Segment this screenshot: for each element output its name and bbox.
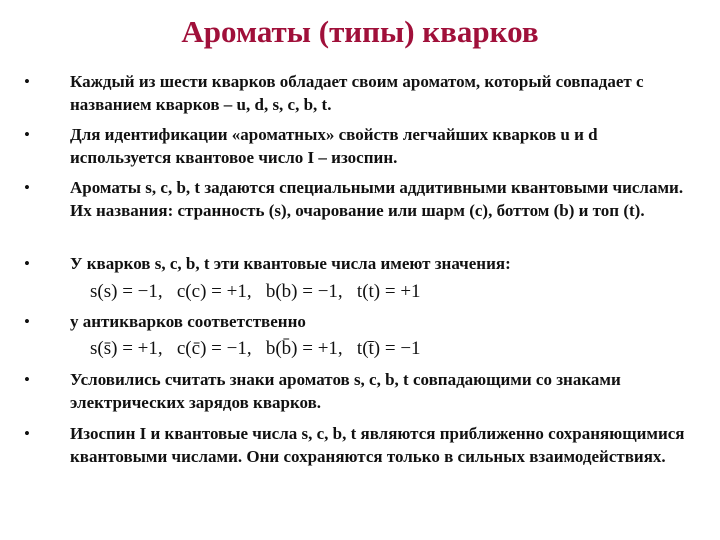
bullet-item-5: • у антикварков соответственно [70,310,685,333]
slide-title: Ароматы (типы) кварков [181,14,539,49]
bullet-item-2: • Для идентификации «ароматных» свойств легчайших кварков u и d используется квантовое число I – изоспин. [70,123,685,169]
bullet-item-6: • Условились считать знаки ароматов s, c, b, t совпадающими со знаками электрических зарядов кварков. [70,368,685,414]
bullet-item-3: • Ароматы s, c, b, t задаются специальными аддитивными квантовыми числами. Их названия: странность (s), очарование или шарм (c), боттом (b) и топ (t). [70,176,685,222]
formula-quarks: s(s) = −1, c(c) = +1, b(b) = −1, t(t) = +1 [90,281,421,302]
bullet-item-1: • Каждый из шести кварков обладает своим ароматом, который совпадает с названием кварков – u, d, s, c, b, t. [70,70,685,116]
bullet-item-4: • У кварков s, c, b, t эти квантовые числа имеют значения: [70,252,685,275]
formula-antiquarks: s(s̄) = +1, c(c̄) = −1, b(b̄) = +1, t(t̄) = −1 [90,338,421,359]
bullet-item-7: • Изоспин I и квантовые числа s, c, b, t являются приближенно сохраняющимися квантовыми числами. Они сохраняются только в сильных взаимодействиях. [70,422,685,468]
